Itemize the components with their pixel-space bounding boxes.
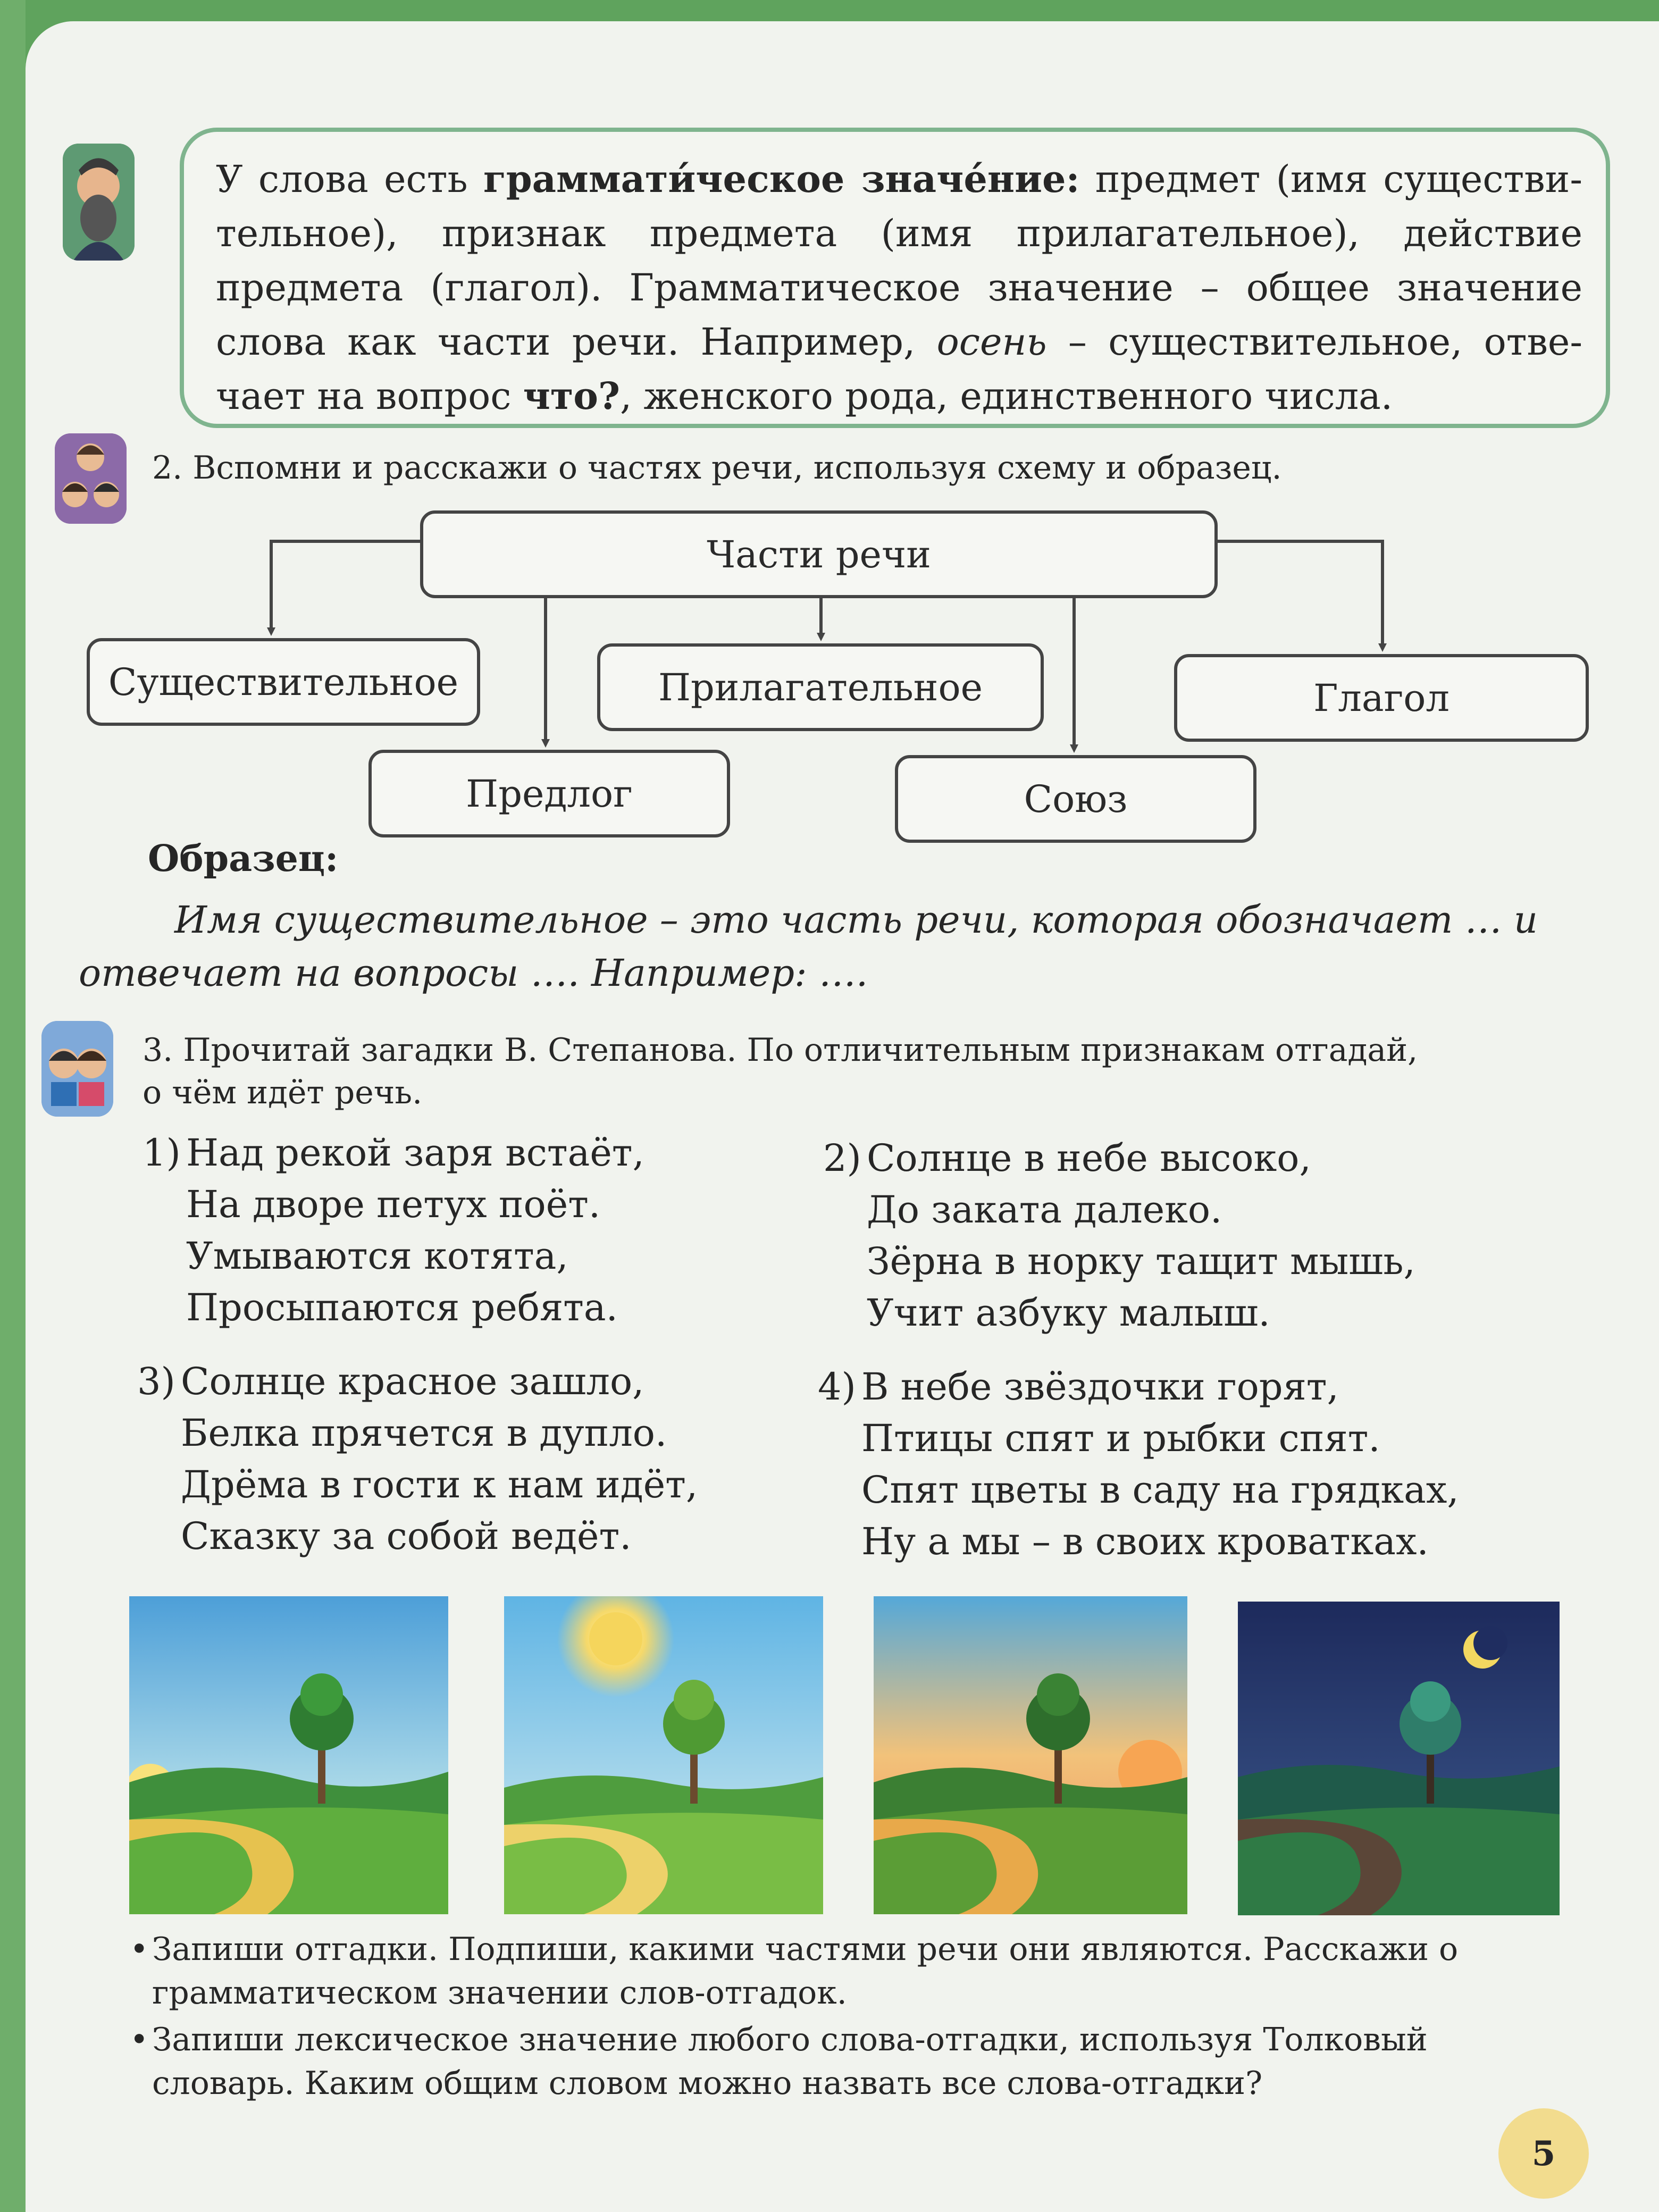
riddle-2-line-2: До заката далеко.	[867, 1188, 1222, 1231]
riddle-3-number: 3)	[137, 1360, 175, 1403]
bullet-dot: •	[130, 1931, 149, 1968]
riddle-1-line-2: На дворе петух поёт.	[186, 1183, 601, 1226]
diagram-node-preposition: Предлог	[368, 750, 730, 837]
sample-title: Образец:	[148, 837, 339, 880]
riddle-3-line-1: Солнце красное зашло,	[181, 1360, 644, 1403]
picture-evening	[874, 1596, 1187, 1914]
riddle-1-line-4: Просыпаются ребята.	[186, 1286, 618, 1329]
diagram-node-adjective: Прилагательное	[597, 643, 1044, 731]
riddle-4-line-1: В небе звёздочки горят,	[861, 1365, 1339, 1409]
riddle-4-line-3: Спят цветы в саду на грядках,	[861, 1468, 1459, 1512]
riddle-1	[143, 1127, 644, 1334]
riddle-4-line-2: Птицы спят и рыбки спят.	[861, 1417, 1380, 1460]
riddle-4-line-4: Ну а мы – в своих кроватках.	[861, 1520, 1429, 1563]
riddle-4-number: 4)	[818, 1365, 856, 1409]
sample-text: Имя существительное – это часть речи, которая обозначает … и отвечает на вопросы …. Например: ….	[79, 898, 1538, 995]
diagram-node-conjunction: Союз	[895, 755, 1256, 843]
riddle-3-line-3: Дрёма в гости к нам идёт,	[181, 1463, 698, 1506]
children-pair-icon	[41, 1021, 113, 1117]
riddle-2-line-4: Учит азбуку малыш.	[867, 1291, 1270, 1335]
diagram-node-verb: Глагол	[1174, 654, 1589, 742]
green-page-edge-left	[0, 0, 26, 2212]
bullet-task-2	[130, 2018, 1577, 2105]
picture-night	[1238, 1602, 1560, 1915]
riddle-1-line-3: Умываются котята,	[186, 1234, 568, 1278]
picture-day	[504, 1596, 823, 1914]
task-3-instruction	[143, 1029, 1599, 1114]
bullet-dot: •	[130, 2021, 149, 2058]
riddle-3	[137, 1356, 698, 1562]
bullet-text-2: Запиши лексическое значение любого слова-отгадки, используя Толковый словарь. Каким общим словом можно назвать все слова-отгадки?	[152, 2021, 1428, 2102]
riddle-1-number: 1)	[143, 1131, 181, 1175]
task-3-line-1: 3. Прочитай загадки В. Степанова. По отличительным признакам отгадай,	[143, 1032, 1418, 1069]
riddle-2	[823, 1133, 1415, 1339]
riddle-2-line-1: Солнце в небе высоко,	[867, 1136, 1311, 1180]
riddle-3-line-4: Сказку за собой ведёт.	[181, 1514, 632, 1558]
diagram-node-parts-of-speech: Части речи	[420, 510, 1218, 598]
page-number: 5	[1498, 2108, 1589, 2199]
riddle-1-line-1: Над рекой заря встаёт,	[186, 1131, 644, 1175]
task-2-instruction: 2. Вспомни и расскажи о частях речи, используя схему и образец.	[152, 449, 1282, 487]
rule-text: У слова есть граммати́ческое значе́ние: предмет (имя существи-тельное), признак предмета (имя прилагательное), действие предмета (глагол). Грамматическое значение – общее значение слова как части речи. Например, осень – существительное, отве-чает на вопрос что?, женского рода, единственного числа.	[216, 157, 1582, 418]
bullet-text-1: Запиши отгадки. Подпиши, какими частями речи они являются. Расскажи о грамматическом значении слов-отгадок.	[152, 1931, 1459, 2012]
riddle-2-line-3: Зёрна в норку тащит мышь,	[867, 1239, 1415, 1283]
diagram-node-noun: Существительное	[87, 638, 480, 726]
riddle-3-line-2: Белка прячется в дупло.	[181, 1411, 667, 1455]
riddle-4	[818, 1361, 1459, 1568]
textbook-page	[26, 21, 1659, 2212]
riddle-2-number: 2)	[823, 1136, 861, 1180]
bullet-task-1	[130, 1928, 1577, 2015]
task-3-line-2: о чём идёт речь.	[143, 1074, 423, 1111]
picture-morning	[129, 1596, 448, 1914]
